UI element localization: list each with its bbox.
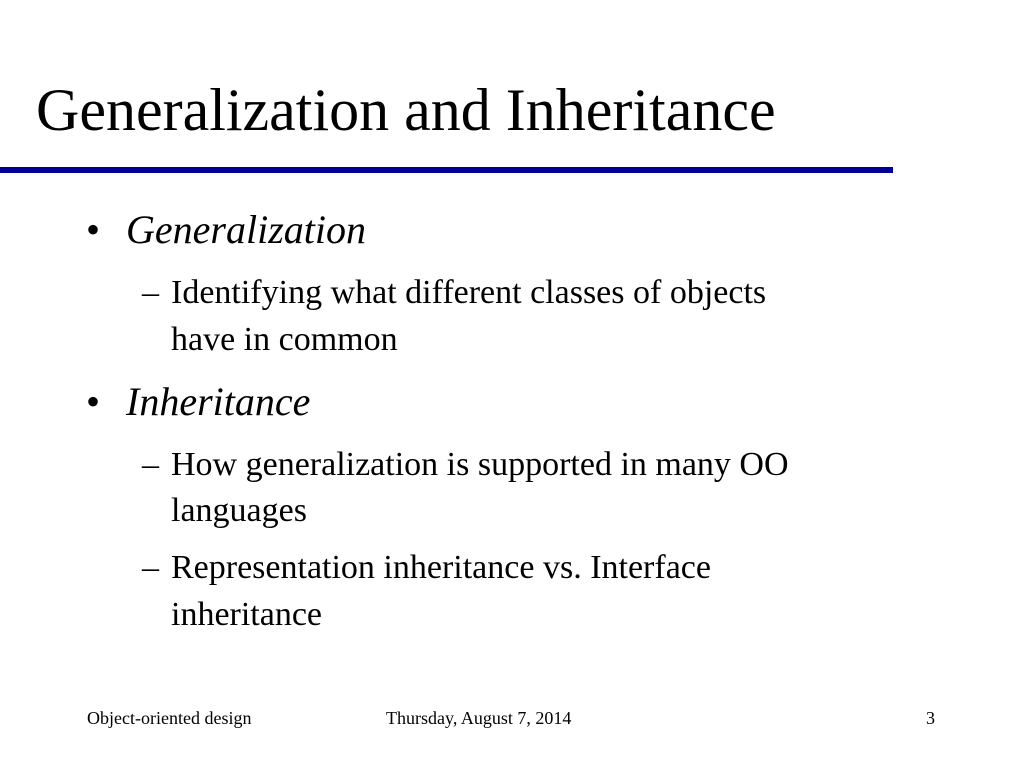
dash-marker: – (142, 549, 159, 586)
sub-bullet-text: Representation inheritance vs. Interface (171, 549, 711, 586)
bullet-text: Inheritance (126, 379, 311, 424)
bullet-text: Generalization (126, 207, 366, 252)
sub-bullet-text: How generalization is supported in many OO (171, 446, 789, 483)
sub-bullet-text: languages (171, 492, 307, 529)
dash-marker: – (142, 446, 159, 483)
footer-slide-number: 3 (926, 708, 935, 728)
bullet-marker: • (86, 379, 101, 424)
dash-marker: – (142, 274, 159, 311)
slide-title: Generalization and Inheritance (36, 77, 776, 143)
footer-course-name: Object-oriented design (87, 708, 252, 728)
sub-bullet-text: Identifying what different classes of objects (171, 274, 767, 311)
bullet-marker: • (86, 207, 101, 252)
sub-bullet-text: have in common (171, 321, 398, 358)
footer-date: Thursday, August 7, 2014 (386, 708, 572, 728)
sub-bullet-text: inheritance (171, 596, 323, 633)
